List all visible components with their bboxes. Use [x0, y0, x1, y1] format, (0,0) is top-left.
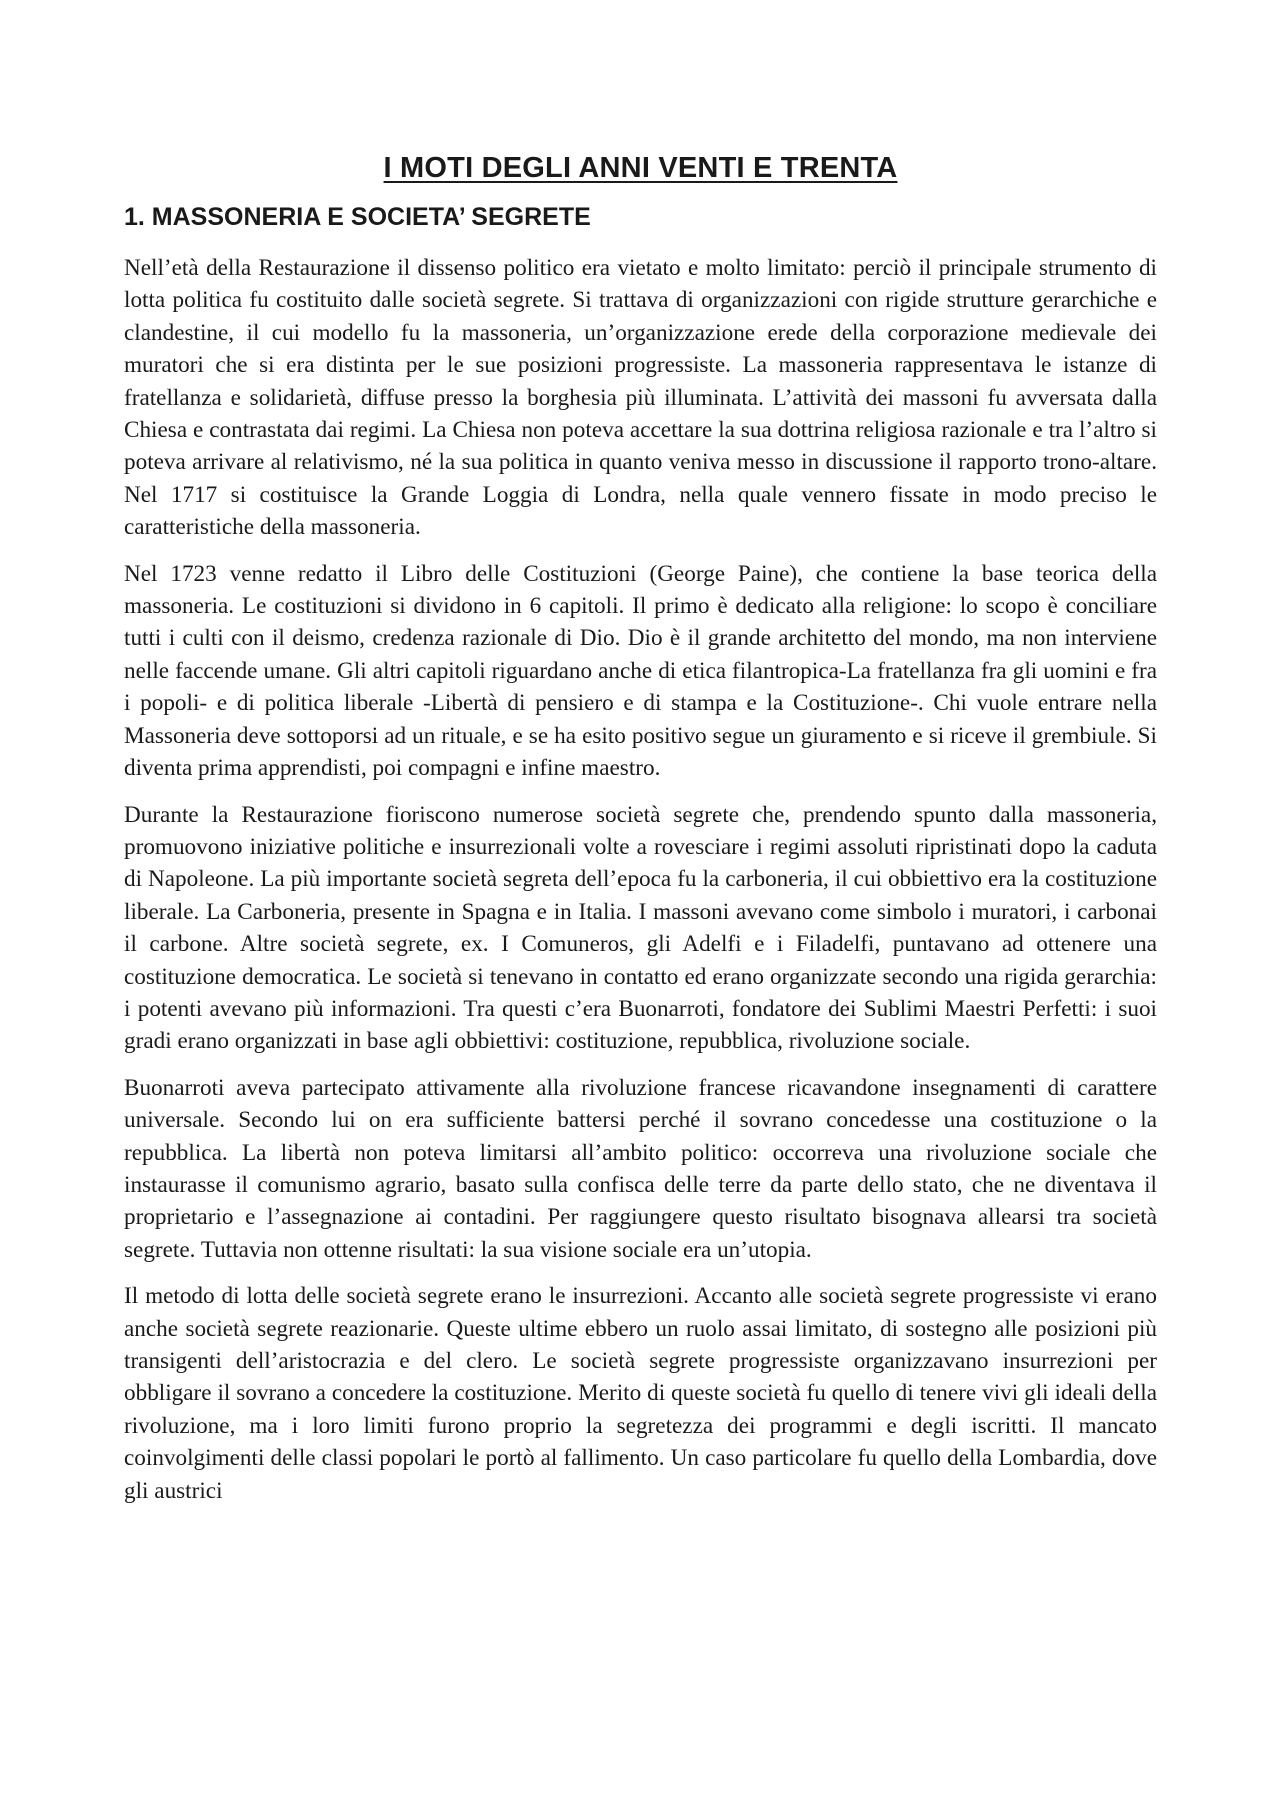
- paragraph-2: Nel 1723 venne redatto il Libro delle Costituzioni (George Paine), che contiene la base teorica della massoneria. Le costituzioni si dividono in 6 capitoli. Il primo è dedicato alla religione: lo scopo è conciliare tutti i culti con il deismo, credenza razionale di Dio. Dio è il grande architetto del mondo, ma non interviene nelle faccende umane. Gli altri capitoli riguardano anche di etica filantropica-La fratellanza fra gli uomini e fra i popoli- e di politica liberale -Libertà di pensiero e di stampa e la Costituzione-. Chi vuole entrare nella Massoneria deve sottoporsi ad un rituale, e se ha esito positivo segue un giuramento e si riceve il grembiule. Si diventa prima apprendisti, poi compagni e infine maestro.: [124, 560, 1157, 782]
- document-page: [124, 152, 1157, 1521]
- paragraph-3: Durante la Restaurazione fioriscono numerose società segrete che, prendendo spunto dalla massoneria, promuovono iniziative politiche e insurrezionali volte a rovesciare i regimi assoluti ripristinati dopo la caduta di Napoleone. La più importante società segreta dell’epoca fu la carboneria, il cui obbiettivo era la costituzione liberale. La Carboneria, presente in Spagna e in Italia. I massoni avevano come simbolo i muratori, i carbonai il carbone. Altre società segrete, ex. I Comuneros, gli Adelfi e i Filadelfi, puntavano ad ottenere una costituzione democratica. Le società si tenevano in contatto ed erano organizzate secondo una rigida gerarchia: i potenti avevano più informazioni. Tra questi c’era Buonarroti, fondatore dei Sublimi Maestri Perfetti: i suoi gradi erano organizzati in base agli obbiettivi: costituzione, repubblica, rivoluzione sociale.: [124, 801, 1157, 1055]
- paragraph-5: Il metodo di lotta delle società segrete erano le insurrezioni. Accanto alle società segrete progressiste vi erano anche società segrete reazionarie. Queste ultime ebbero un ruolo assai limitato, di sostegno alle posizioni più transigenti dell’aristocrazia e del clero. Le società segrete progressiste organizzavano insurrezioni per obbligare il sovrano a concedere la costituzione. Merito di queste società fu quello di tenere vivi gli ideali della rivoluzione, ma i loro limiti furono proprio la segretezza dei programmi e degli iscritti. Il mancato coinvolgimenti delle classi popolari le portò al fallimento. Un caso particolare fu quello della Lombardia, dove gli austrici: [124, 1283, 1157, 1504]
- paragraph-1: Nell’età della Restaurazione il dissenso politico era vietato e molto limitato: perciò il principale strumento di lotta politica fu costituito dalle società segrete. Si trattava di organizzazioni con rigide strutture gerarchiche e clandestine, il cui modello fu la massoneria, un’organizzazione erede della corporazione medievale dei muratori che si era distinta per le sue posizioni progressiste. La massoneria rappresentava le istanze di fratellanza e solidarietà, diffuse presso la borghesia più illuminata. L’attività dei massoni fu avversata dalla Chiesa e contrastata dai regimi. La Chiesa non poteva accettare la sua dottrina religiosa razionale e tra l’altro si poteva arrivare al relativismo, né la sua politica in quanto veniva messo in discussione il rapporto trono-altare. Nel 1717 si costituisce la Grande Loggia di Londra, nella quale vennero fissate in modo preciso le caratteristiche della massoneria.: [124, 255, 1157, 541]
- section-heading: 1. MASSONERIA E SOCIETA’ SEGRETE: [124, 203, 591, 231]
- paragraph-4: Buonarroti aveva partecipato attivamente alla rivoluzione francese ricavandone insegnamenti di carattere universale. Secondo lui on era sufficiente battersi perché il sovrano concedesse una costituzione o la repubblica. La libertà non poteva limitarsi all’ambito politico: occorreva una rivoluzione sociale che instaurasse il comunismo agrario, basato sulla confisca delle terre da parte dello stato, che ne diventava il proprietario e l’assegnazione ai contadini. Per raggiungere questo risultato bisognava allearsi tra società segrete. Tuttavia non ottenne risultati: la sua visione sociale era un’utopia.: [124, 1074, 1157, 1263]
- page-title: I MOTI DEGLI ANNI VENTI E TRENTA: [383, 152, 898, 184]
